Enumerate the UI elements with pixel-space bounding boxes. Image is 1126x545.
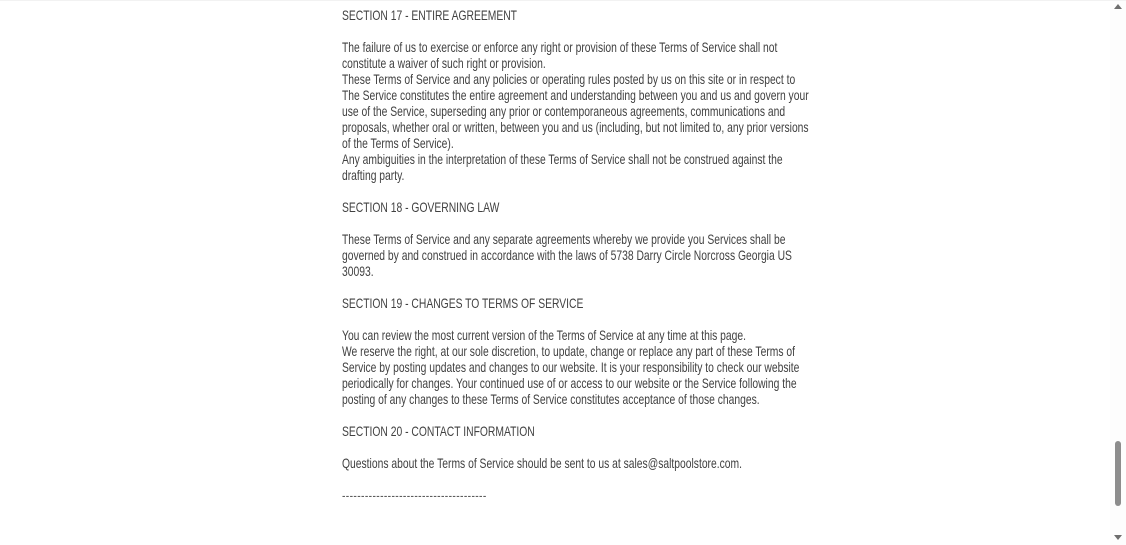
scroll-up-arrow-icon[interactable] [1114, 4, 1122, 9]
vertical-scrollbar[interactable] [1110, 1, 1126, 545]
section-paragraph-block [342, 455, 815, 471]
section-paragraph-block [342, 231, 815, 279]
paragraph: These Terms of Service and any policies or operating rules posted by us on this site or in respect to The Service constitutes the entire agreement and understanding between you and us and govern your use of the Service, superseding any prior or contemporaneous agreements, communications and proposals, whether oral or written, between you and us (including, but not limited to, any prior versions of the Terms of Service). [342, 71, 809, 151]
paragraph: Any ambiguities in the interpretation of these Terms of Service shall not be construed against the drafting party. [342, 151, 783, 183]
scroll-down-arrow-icon[interactable] [1114, 535, 1122, 540]
section-paragraph-block [342, 327, 815, 407]
paragraph: These Terms of Service and any separate agreements whereby we provide you Services shall be governed by and construed in accordance with the laws of 5738 Darry Circle Norcross Georgia US 30093. [342, 231, 792, 279]
paragraph: We reserve the right, at our sole discretion, to update, change or replace any part of these Terms of Service by posting updates and changes to our website. It is your responsibility to check our website periodically for changes. Your continued use of or access to our website or the Service following the posting of any changes to these Terms of Service constitutes acceptance of those changes. [342, 343, 800, 407]
scrollbar-thumb[interactable] [1115, 441, 1121, 506]
terms-content [342, 7, 815, 503]
terms-sections [342, 7, 815, 471]
paragraph: You can review the most current version of the Terms of Service at any time at this page. [342, 327, 747, 343]
paragraph: The failure of us to exercise or enforce any right or provision of these Terms of Service shall not constitute a waiver of such right or provision. [342, 39, 778, 71]
section-heading: SECTION 19 - CHANGES TO TERMS OF SERVICE [342, 295, 584, 311]
section-heading: SECTION 20 - CONTACT INFORMATION [342, 423, 535, 439]
section-heading: SECTION 18 - GOVERNING LAW [342, 199, 500, 215]
section-paragraph-block [342, 39, 815, 183]
paragraph: Questions about the Terms of Service should be sent to us at sales@saltpoolstore.com. [342, 455, 742, 471]
section-heading: SECTION 17 - ENTIRE AGREEMENT [342, 7, 517, 23]
end-of-document-dashes: -------------------------------------- [342, 487, 487, 503]
